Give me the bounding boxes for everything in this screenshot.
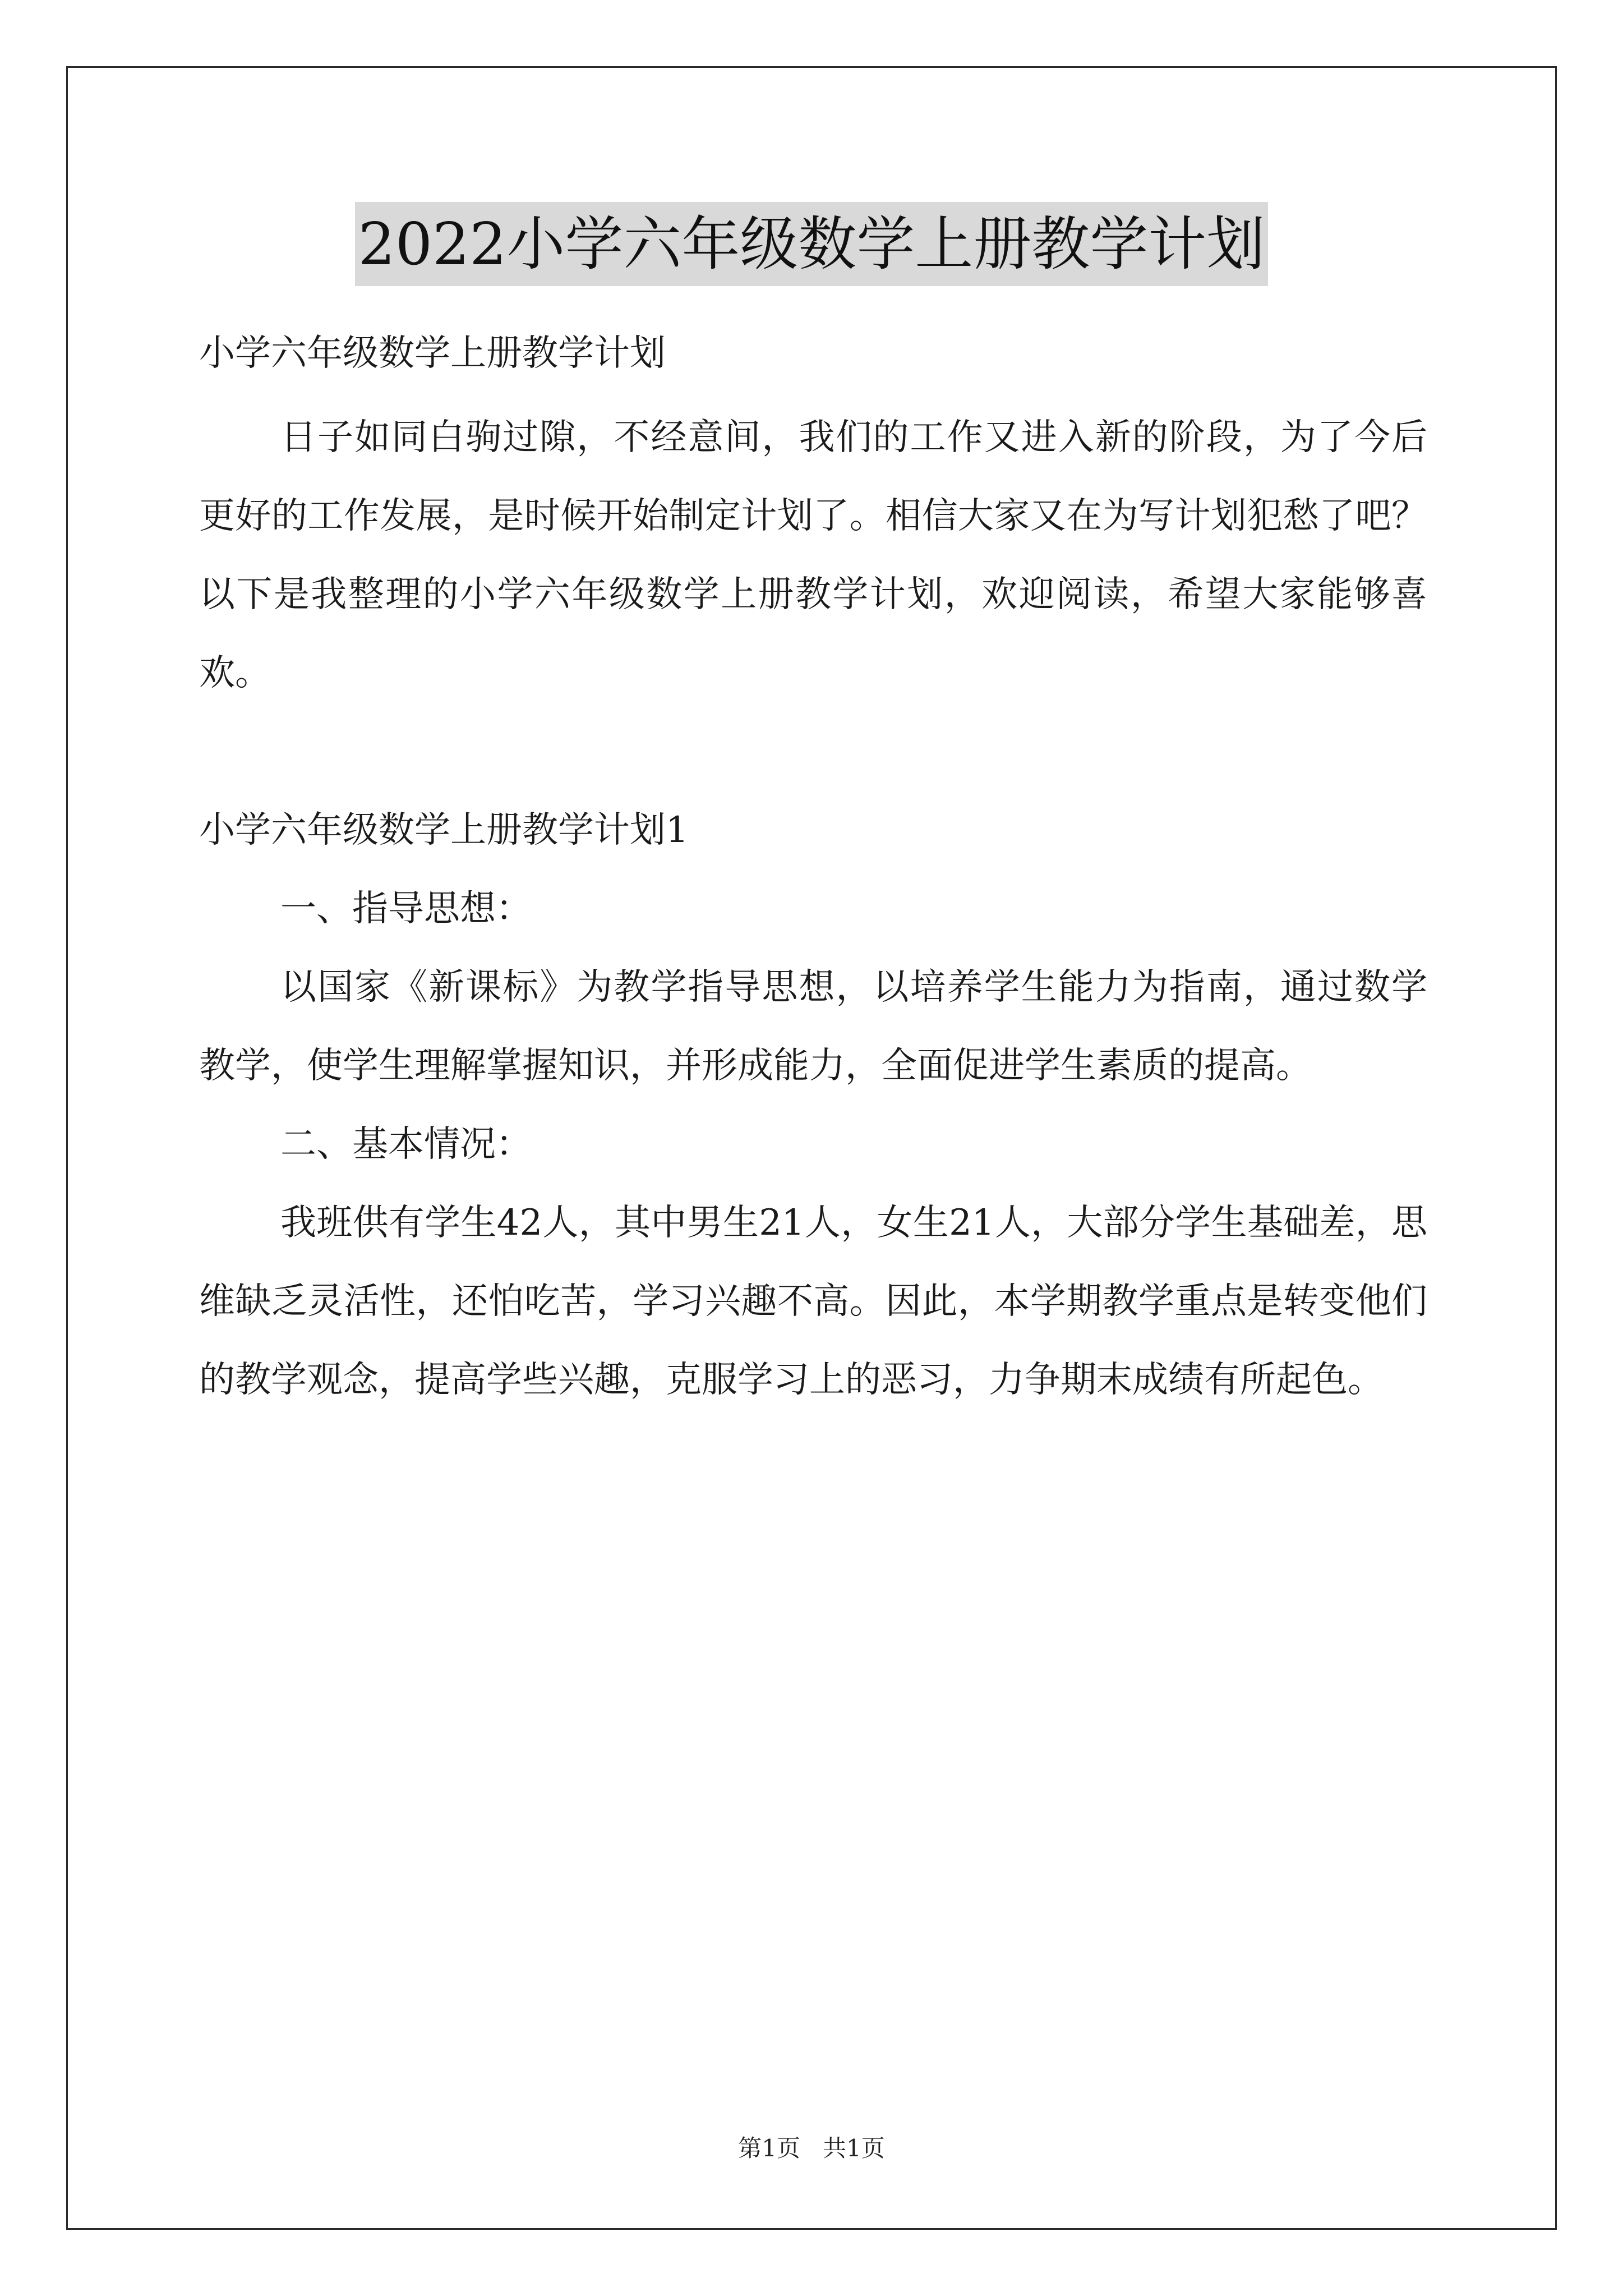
paragraph-basic-situation: 我班供有学生42人，其中男生21人，女生21人，大部分学生基础差，思维缺乏灵活性，还怕吃苦，学习兴趣不高。因此，本学期教学重点是转变他们的教学观念，提高学些兴趣，克服学习上的恶习，力争期末成绩有所起色。 bbox=[199, 1202, 1427, 1401]
intro-paragraph: 日子如同白驹过隙，不经意间，我们的工作又进入新的阶段，为了今后更好的工作发展，是时候开始制定计划了。相信大家又在为写计划犯愁了吧？以下是我整理的小学六年级数学上册教学计划，欢迎阅读，希望大家能够喜欢。 bbox=[199, 417, 1427, 694]
section-title: 小学六年级数学上册教学计划1 bbox=[199, 809, 689, 851]
title-container bbox=[0, 202, 1623, 286]
paragraph-guiding-ideology: 以国家《新课标》为教学指导思想，以培养学生能力为指南，通过数学教学，使学生理解掌握知识，并形成能力，全面促进学生素质的提高。 bbox=[199, 967, 1427, 1087]
heading-guiding-ideology: 一、指导思想： bbox=[280, 888, 532, 930]
page-number-current: 第1页 bbox=[738, 2134, 800, 2162]
page-number-total: 共1页 bbox=[823, 2134, 885, 2162]
page-footer bbox=[0, 2132, 1623, 2165]
document-subtitle: 小学六年级数学上册教学计划 bbox=[199, 333, 666, 374]
document-body bbox=[199, 314, 1427, 1419]
document-title: 2022小学六年级数学上册教学计划 bbox=[355, 202, 1269, 286]
heading-basic-situation: 二、基本情况： bbox=[280, 1124, 532, 1165]
